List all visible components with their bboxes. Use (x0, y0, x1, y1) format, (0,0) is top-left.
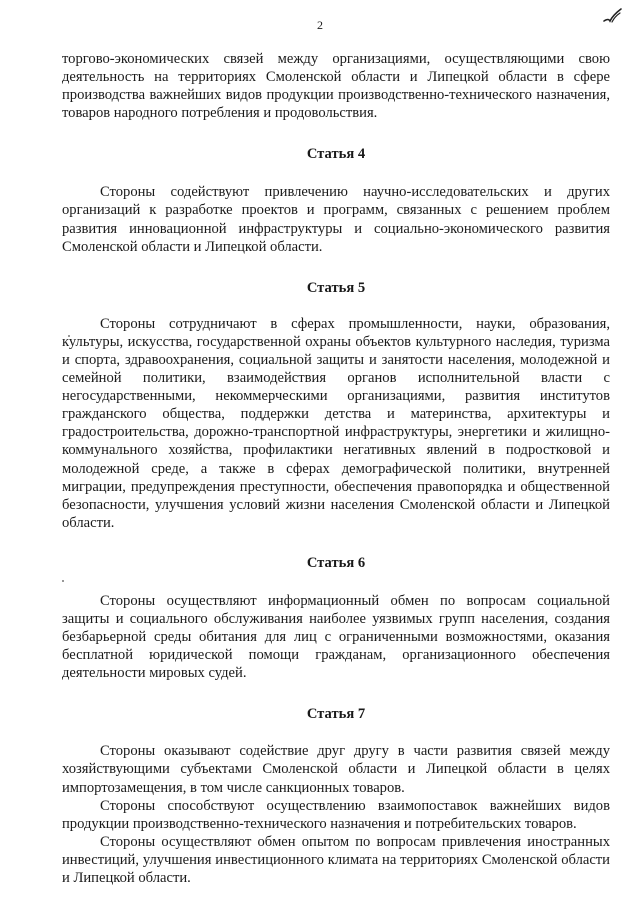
article-5-title: Статья 5 (306, 279, 366, 296)
article-7-paragraph-3: Стороны осуществляют обмен опытом по вопросам привлечения иностранных инвестиций, улучшения инвестиционного климата на территориях Смоленской области и Липецкой области. (62, 833, 610, 886)
article-4-title: Статья 4 (306, 146, 366, 163)
article-7-paragraph-1: Стороны оказывают содействие друг другу в части развития связей между хозяйствующими субъектами Смоленской области и Липецкой области в целях импортозамещения, в том числе санкционных товаров. (62, 743, 610, 796)
handwritten-check-mark (600, 6, 624, 28)
intro-paragraph: торгово-экономических связей между организациями, осуществляющими свою деятельность на территориях Смоленской области и Липецкой области в сфере производства важнейших видов продукции производственно-технического назначения, товаров народного потребления и продовольствия. (62, 51, 610, 122)
article-5-paragraph: Стороны сотрудничают в сферах промышленности, науки, образования, культуры, искусства, государственной охраны объектов культурного наследия, туризма и спорта, здравоохранения, социальной защиты и занятости населения, молодежной и семейной политики, взаимодействия органов исполнительной власти с негосударственными, некоммерческими организациями, развития институтов гражданского общества, поддержки детства и материнства, архитектуры и градостроительства, дорожно-транспортной инфраструктуры, энергетики и жилищно-коммунального хозяйства, профилактики негативных явлений в подростковой и молодежной среде, а также в сферах демографической политики, внутренней миграции, предупреждения преступности, обеспечения правопорядка и общественной безопасности, улучшения условий жизни населения Смоленской области и Липецкой области. (62, 315, 610, 531)
article-4-paragraph: Стороны содействуют привлечению научно-исследовательских и других организаций к разработке проектов и программ, связанных с решением проблем развития инновационной инфраструктуры и социально-экономического развития Смоленской области и Липецкой области. (62, 184, 610, 255)
page-number: 2 (317, 18, 323, 32)
article-7-title: Статья 7 (306, 706, 366, 723)
article-6-paragraph: Стороны осуществляют информационный обмен по вопросам социальной защиты и социального обслуживания наиболее уязвимых групп населения, создания безбарьерной среды обитания для лиц с ограниченными возможностями, оказания бесплатной юридической помощи гражданам, организационного обеспечения деятельности мировых судей. (62, 592, 610, 682)
article-7-paragraph-2: Стороны способствуют осуществлению взаимопоставок важнейших видов продукции производственно-технического назначения и потребительских товаров. (62, 797, 610, 832)
article-6-title: Статья 6 (306, 554, 366, 571)
document-body (62, 50, 610, 887)
